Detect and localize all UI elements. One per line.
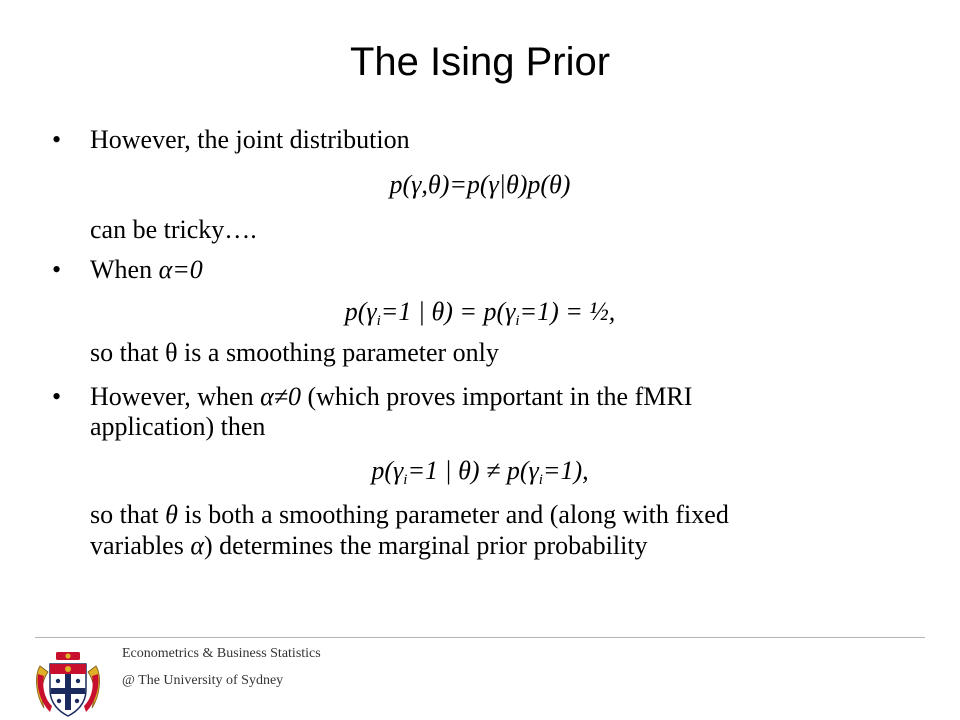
formula-part: =1 | θ) = p(γ (380, 297, 516, 326)
formula-part: =1) = ½, (519, 297, 616, 326)
footer-department: Econometrics & Business Statistics (122, 646, 321, 661)
university-crest-icon (34, 652, 102, 720)
formula-part: p(γ (371, 456, 404, 485)
alpha-zero: α=0 (158, 255, 203, 284)
formula-part: p(γ (344, 297, 377, 326)
bullet-2-continuation: so that θ is a smoothing parameter only (90, 338, 499, 367)
bullet-1-continuation: can be tricky…. (90, 215, 257, 244)
bullet-3-line-2: application) then (90, 412, 266, 441)
bullet-3-lead: However, when (90, 382, 261, 411)
bullet-3-continuation-1 (90, 500, 729, 530)
bullet-marker: • (52, 255, 62, 284)
text-part: is both a smoothing parameter and (along with fixed (177, 500, 729, 529)
text-part: so that (90, 500, 166, 529)
footer-divider (35, 637, 925, 638)
text-part: ) determines the marginal prior probability (204, 531, 648, 560)
bullet-marker: • (52, 125, 62, 154)
bullet-3-text (90, 382, 692, 412)
formula-marginal-half (0, 297, 960, 327)
bullet-3-continuation-2 (90, 531, 648, 561)
footer-university: @ The University of Sydney (122, 673, 284, 688)
bullet-1-text: However, the joint distribution (90, 125, 410, 154)
formula-subscript: i (376, 313, 381, 329)
formula-marginal-not-equal (0, 456, 960, 486)
formula-part: =1), (542, 456, 589, 485)
formula-part: =1 | θ) ≠ p(γ (407, 456, 539, 485)
formula-subscript: i (403, 472, 408, 488)
formula-subscript: i (538, 472, 543, 488)
alpha-symbol: α (190, 531, 204, 560)
bullet-marker: • (52, 382, 62, 411)
slide-title: The Ising Prior (349, 40, 611, 84)
bullet-3-rest: (which proves important in the fMRI (301, 382, 693, 411)
text-part: variables (90, 531, 191, 560)
bullet-2-text (90, 255, 203, 285)
formula-joint-distribution: p(γ,θ)=p(γ|θ)p(θ) (389, 170, 571, 199)
alpha-nonzero: α≠0 (260, 382, 301, 411)
formula-subscript: i (515, 313, 520, 329)
bullet-2-lead: When (90, 255, 159, 284)
theta-symbol: θ (165, 500, 178, 529)
